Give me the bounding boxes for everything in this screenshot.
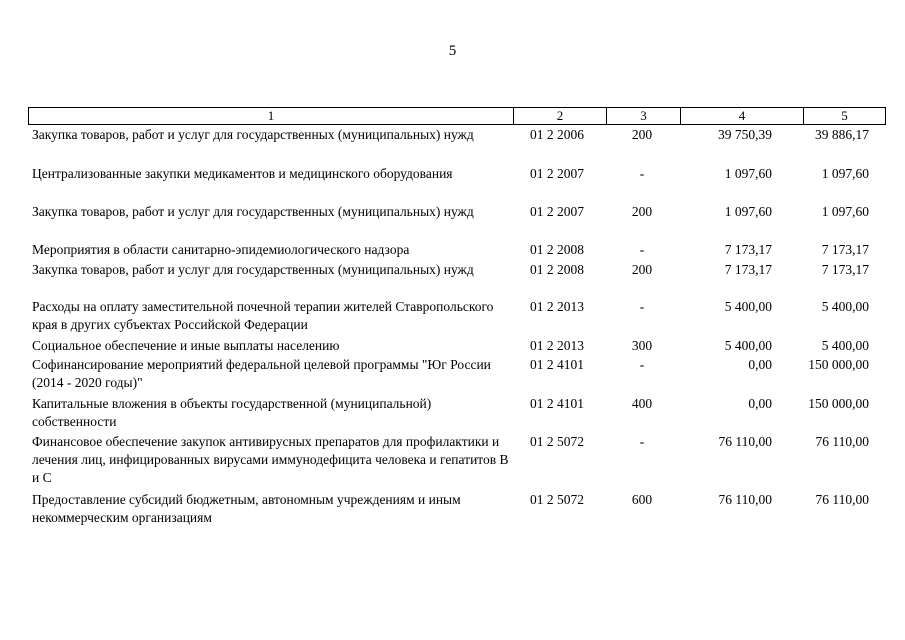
row-name: Капитальные вложения в объекты государственной (муниципальной) собственности — [32, 396, 432, 429]
row-name: Закупка товаров, работ и услуг для государственных (муниципальных) нужд — [32, 204, 474, 219]
row-code: 01 2 2008 — [530, 262, 584, 277]
row-value-4: 1 097,60 — [724, 204, 772, 219]
row-name: Социальное обеспечение и иные выплаты населению — [32, 338, 340, 353]
row-type: 600 — [631, 492, 653, 507]
row-code: 01 2 2013 — [530, 299, 584, 314]
row-value-4: 7 173,17 — [724, 242, 772, 257]
row-value-4: 39 750,39 — [718, 127, 772, 142]
row-type: 200 — [631, 204, 653, 219]
row-type: - — [639, 299, 645, 314]
row-name: Софинансирование мероприятий федеральной целевой программы "Юг России (2014 - 2020 годы)" — [32, 357, 491, 390]
row-value-4: 5 400,00 — [724, 299, 772, 314]
row-code: 01 2 4101 — [530, 396, 584, 411]
row-value-5: 7 173,17 — [821, 242, 869, 257]
row-type: - — [639, 166, 645, 181]
row-value-5: 5 400,00 — [821, 299, 869, 314]
row-type: 200 — [631, 127, 653, 142]
row-code: 01 2 2008 — [530, 242, 584, 257]
row-value-5: 76 110,00 — [815, 434, 869, 449]
row-code: 01 2 2013 — [530, 338, 584, 353]
row-name: Расходы на оплату заместительной почечной терапии жителей Ставропольского края в других субъектах Российской Федерации — [32, 299, 494, 332]
row-value-4: 76 110,00 — [718, 492, 772, 507]
row-value-5: 1 097,60 — [821, 166, 869, 181]
row-value-5: 5 400,00 — [821, 338, 869, 353]
row-value-4: 0,00 — [748, 357, 772, 372]
row-type: 300 — [631, 338, 653, 353]
row-value-5: 7 173,17 — [821, 262, 869, 277]
row-value-4: 76 110,00 — [718, 434, 772, 449]
row-value-5: 76 110,00 — [815, 492, 869, 507]
row-value-5: 39 886,17 — [815, 127, 869, 142]
row-value-4: 0,00 — [748, 396, 772, 411]
header-col-3: 3 — [607, 108, 681, 125]
row-value-5: 1 097,60 — [821, 204, 869, 219]
row-name: Финансовое обеспечение закупок антивирусных препаратов для профилактики и лечения лиц, инфицированных вирусами иммунодефицита человека и гепатитов В и С — [32, 434, 509, 485]
header-col-2: 2 — [514, 108, 607, 125]
row-type: 200 — [631, 262, 653, 277]
row-value-5: 150 000,00 — [808, 396, 869, 411]
row-code: 01 2 2007 — [530, 204, 584, 219]
row-code: 01 2 2006 — [530, 127, 584, 142]
row-name: Закупка товаров, работ и услуг для государственных (муниципальных) нужд — [32, 127, 474, 142]
row-value-4: 1 097,60 — [724, 166, 772, 181]
row-name: Закупка товаров, работ и услуг для государственных (муниципальных) нужд — [32, 262, 474, 277]
row-value-4: 5 400,00 — [724, 338, 772, 353]
row-code: 01 2 4101 — [530, 357, 584, 372]
row-value-5: 150 000,00 — [808, 357, 869, 372]
row-type: - — [639, 434, 645, 449]
row-value-4: 7 173,17 — [724, 262, 772, 277]
row-name: Централизованные закупки медикаментов и медицинского оборудования — [32, 166, 453, 181]
row-name: Мероприятия в области санитарно-эпидемиологического надзора — [32, 242, 410, 257]
header-col-4: 4 — [681, 108, 804, 125]
header-col-5: 5 — [804, 108, 886, 125]
header-col-1: 1 — [29, 108, 514, 125]
row-type: 400 — [631, 396, 653, 411]
row-type: - — [639, 242, 645, 257]
row-code: 01 2 2007 — [530, 166, 584, 181]
row-code: 01 2 5072 — [530, 434, 584, 449]
page-number: 5 — [448, 43, 457, 59]
row-type: - — [639, 357, 645, 372]
row-name: Предоставление субсидий бюджетным, автономным учреждениям и иным некоммерческим организациям — [32, 492, 461, 525]
row-code: 01 2 5072 — [530, 492, 584, 507]
